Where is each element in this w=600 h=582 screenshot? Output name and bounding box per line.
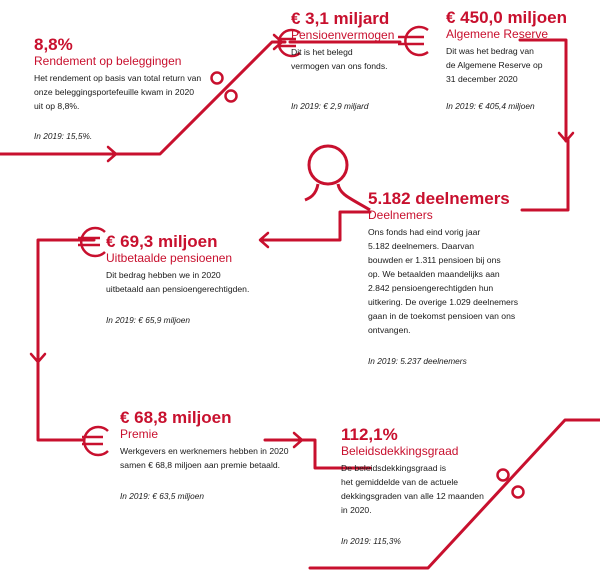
stat-uitbetaalde-pensioenen [106, 232, 249, 296]
uitbetaald-previous: In 2019: € 65,9 miljoen [106, 315, 190, 325]
rendement-desc-line: Het rendement op basis van total return van [34, 73, 202, 83]
uitbetaald-desc-line: Dit bedrag hebben we in 2020 [106, 270, 221, 280]
uitbetaald-value: € 69,3 miljoen [106, 232, 218, 251]
dekkingsgraad-label: Beleidsdekkingsgraad [341, 444, 459, 458]
reserve-description [446, 44, 567, 86]
reserve-value: € 450,0 miljoen [446, 8, 567, 27]
dekkingsgraad-desc-line: De beleidsdekkingsgraad is [341, 463, 447, 473]
euro-icon-uitbetaald [78, 228, 105, 256]
dekkingsgraad-desc-line: in 2020. [341, 505, 372, 515]
deelnemers-value: 5.182 deelnemers [368, 189, 510, 208]
flow-line-5 [263, 212, 370, 240]
deelnemers-desc-line: 5.182 deelnemers. Daarvan [368, 241, 475, 251]
percent-icon-bottom [498, 470, 524, 498]
percent-icon-top-dot-2 [226, 91, 237, 102]
reserve-label: Algemene Reserve [446, 27, 549, 41]
stat-beleidsdekkingsgraad [341, 425, 484, 517]
uitbetaald-description [106, 268, 249, 296]
deelnemers-label: Deelnemers [368, 208, 433, 222]
deelnemers-desc-line: bouwden er 1.311 pensioen bij ons [368, 255, 501, 265]
reserve-previous: In 2019: € 405,4 miljoen [446, 101, 535, 111]
percent-icon-bottom-dot-2 [513, 487, 524, 498]
deelnemers-desc-line: gaan in de toekomst pensioen van ons [368, 311, 516, 321]
stat-rendement [34, 35, 201, 113]
stat-deelnemers [368, 189, 518, 337]
rendement-value: 8,8% [34, 35, 73, 54]
dekkingsgraad-value: 112,1% [341, 425, 398, 444]
reserve-desc-line: de Algemene Reserve op [446, 60, 543, 70]
dekkingsgraad-previous: In 2019: 115,3% [341, 536, 401, 546]
pensioenvermogen-previous: In 2019: € 2,9 miljard [291, 101, 369, 111]
premie-description [120, 444, 288, 472]
euro-icon-premie [82, 427, 108, 455]
reserve-desc-line: 31 december 2020 [446, 74, 518, 84]
deelnemers-description [368, 225, 518, 337]
pensioenvermogen-description [291, 45, 394, 73]
uitbetaald-desc-line: uitbetaald aan pensioengerechtigden. [106, 284, 250, 294]
dekkingsgraad-description [341, 461, 484, 517]
reserve-desc-line: Dit was het bedrag van [446, 46, 534, 56]
percent-icon-bottom-dot-1 [498, 470, 509, 481]
rendement-previous: In 2019: 15,5%. [34, 131, 93, 141]
premie-label: Premie [120, 427, 159, 441]
dekkingsgraad-desc-line: het gemiddelde van de actuele [341, 477, 459, 487]
uitbetaald-label: Uitbetaalde pensioenen [106, 251, 233, 265]
rendement-desc-line: uit op 8,8%. [34, 101, 80, 111]
euro-icon-reserve [398, 27, 428, 55]
pensioenvermogen-label: Pensioenvermogen [291, 28, 395, 42]
premie-desc-line: samen € 68,8 miljoen aan premie betaald. [120, 460, 281, 470]
person-icon [305, 146, 370, 210]
deelnemers-desc-line: 2.842 pensioengerechtigden hun [368, 283, 494, 293]
stat-algemene-reserve [446, 8, 567, 86]
premie-value: € 68,8 miljoen [120, 408, 232, 427]
stat-pensioenvermogen [291, 9, 394, 73]
rendement-label: Rendement op beleggingen [34, 54, 182, 68]
percent-icon-top-dot-1 [212, 73, 223, 84]
flow-line-6 [38, 240, 94, 440]
pensioenvermogen-value: € 3,1 miljard [291, 9, 390, 28]
deelnemers-desc-line: Ons fonds had eind vorig jaar [368, 227, 481, 237]
pensioenvermogen-desc-line: Dit is het belegd [291, 47, 353, 57]
pensioenvermogen-desc-line: vermogen van ons fonds. [291, 61, 388, 71]
rendement-desc-line: onze beleggingsportefeuille kwam in 2020 [34, 87, 195, 97]
premie-desc-line: Werkgevers en werknemers hebben in 2020 [120, 446, 289, 456]
rendement-description [34, 71, 201, 113]
deelnemers-desc-line: uitkering. De overige 1.029 deelnemers [368, 297, 519, 307]
deelnemers-previous: In 2019: 5.237 deelnemers [368, 356, 467, 366]
flow-line-4 [522, 140, 568, 210]
stat-premie [120, 408, 288, 472]
dekkingsgraad-desc-line: dekkingsgraden van alle 12 maanden [341, 491, 484, 501]
deelnemers-desc-line: ontvangen. [368, 325, 411, 335]
deelnemers-desc-line: op. We betaalden maandelijks aan [368, 269, 500, 279]
premie-previous: In 2019: € 63,5 miljoen [120, 491, 204, 501]
